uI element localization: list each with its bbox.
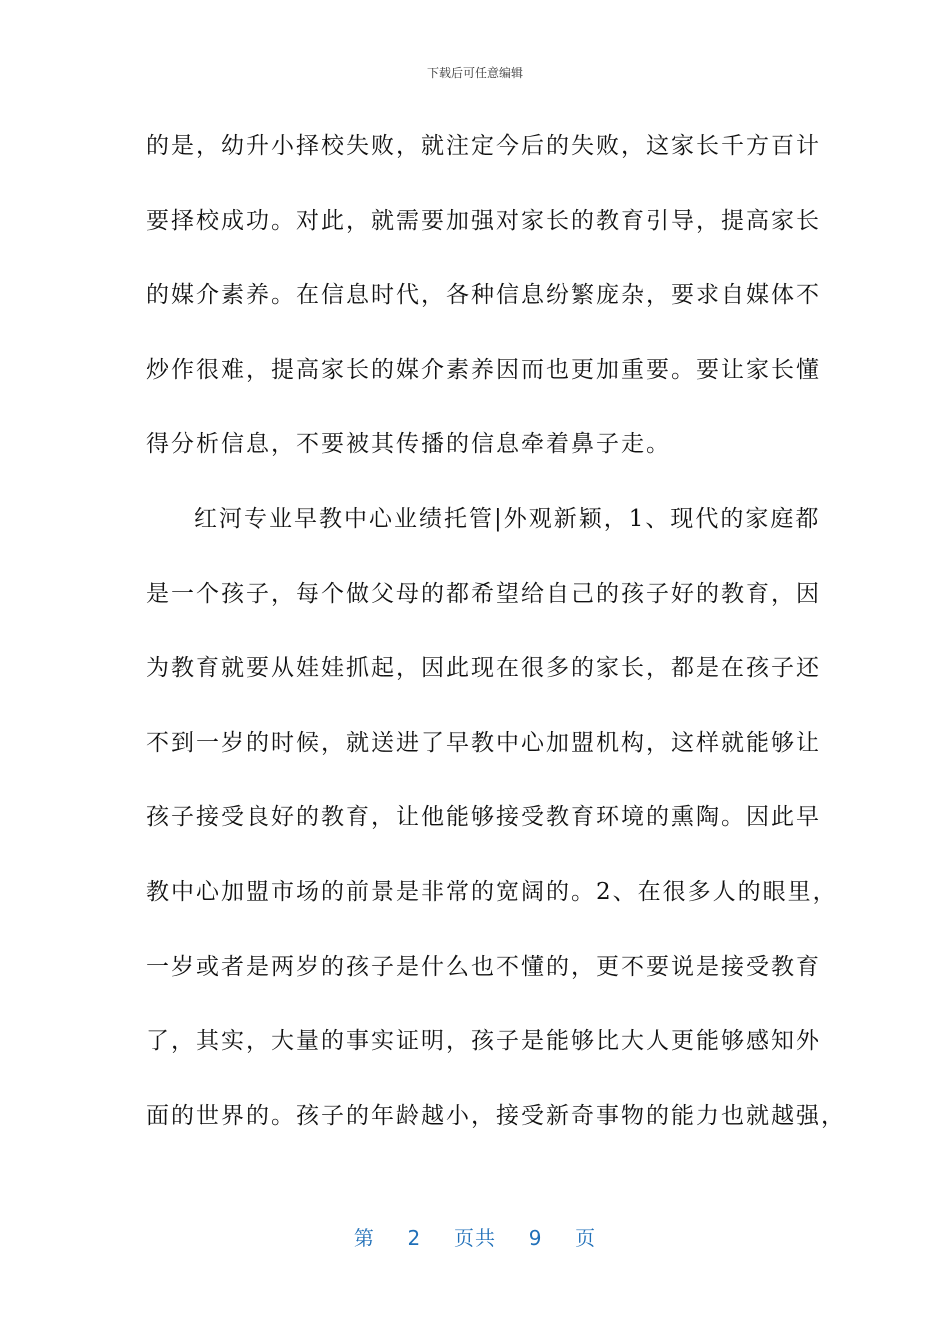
text-line: 一岁或者是两岁的孩子是什么也不懂的，更不要说是接受教育 [146, 953, 821, 980]
text-line: 炒作很难，提高家长的媒介素养因而也更加重要。要让家长懂 [146, 356, 821, 383]
text-line: 要择校成功。对此，就需要加强对家长的教育引导，提高家长 [146, 207, 821, 234]
text-line: 的是，幼升小择校失败，就注定今后的失败，这家长千方百计 [146, 133, 821, 159]
footer-page-end-label: 页 [575, 1226, 597, 1250]
page-footer [0, 1222, 950, 1251]
text-line: 教中心加盟市场的前景是非常的宽阔的。2、在很多人的眼里， [146, 878, 838, 905]
text-line: 了，其实，大量的事实证明，孩子是能够比大人更能够感知外 [146, 1028, 821, 1055]
footer-page-label: 第 [353, 1226, 375, 1250]
text-line: 为教育就要从娃娃抓起，因此现在很多的家长，都是在孩子还 [146, 655, 821, 682]
footer-current-page: 2 [407, 1226, 422, 1250]
text-line: 面的世界的。孩子的年龄越小，接受新奇事物的能力也就越强， [146, 1102, 846, 1129]
document-body [146, 120, 846, 1164]
footer-page-of-label: 页共 [454, 1226, 496, 1250]
text-line: 的媒介素养。在信息时代，各种信息纷繁庞杂，要求自媒体不 [146, 282, 821, 309]
text-line-paragraph-start: 红河专业早教中心业绩托管|外观新颖，1、现代的家庭都 [194, 505, 821, 532]
text-line: 孩子接受良好的教育，让他能够接受教育环境的熏陶。因此早 [146, 804, 821, 831]
page-header: 下载后可任意编辑 [426, 66, 523, 80]
text-line: 不到一岁的时候，就送进了早教中心加盟机构，这样就能够让 [146, 729, 821, 756]
footer-total-pages: 9 [528, 1226, 543, 1250]
text-line: 得分析信息，不要被其传播的信息牵着鼻子走。 [146, 431, 671, 458]
text-line: 是一个孩子，每个做父母的都希望给自己的孩子好的教育，因 [146, 580, 821, 607]
